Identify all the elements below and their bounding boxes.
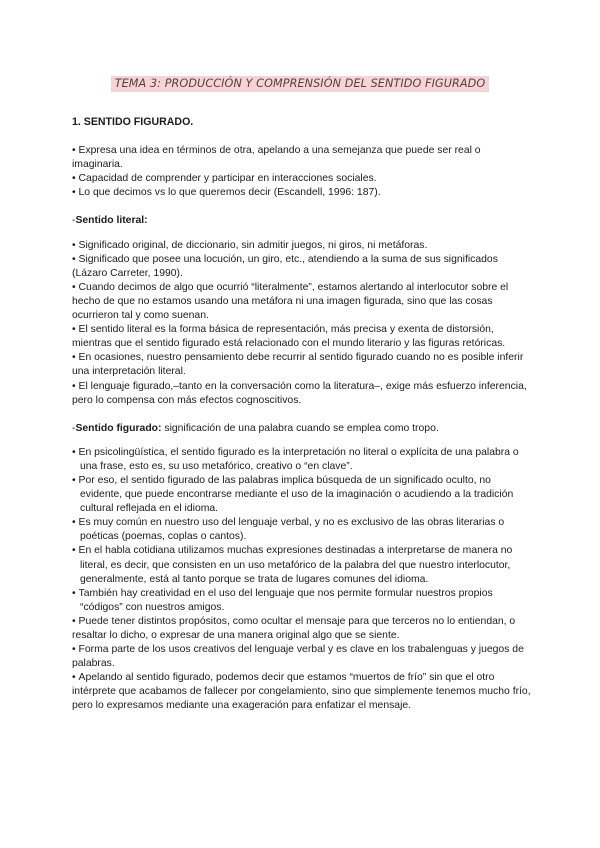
list-item: • Significado original, de diccionario, sin admitir juegos, ni giros, ni metáforas. bbox=[72, 239, 532, 253]
list-item: • En psicolingüística, el sentido figurado es la interpretación no literal o explícita de una palabra o una frase, esto es, su uso metafórico, creativo o “en clave”. bbox=[72, 446, 532, 474]
list-item: • El sentido literal es la forma básica de representación, más precisa y exenta de distorsión, mientras que el sentido figurado está relacionado con el mundo literario y las figuras retóricas. bbox=[72, 323, 532, 351]
list-item: • Cuando decimos de algo que ocurrió “literalmente”, estamos alertando al interlocutor sobre el hecho de que no estamos usando una metáfora ni una imagen figurada, sino que las cosas ocurrieron tal y como suenan. bbox=[72, 281, 532, 323]
document-body bbox=[72, 115, 532, 714]
list-item: • Forma parte de los usos creativos del lenguaje verbal y es clave en los trabalenguas y juegos de palabras. bbox=[72, 643, 532, 671]
list-item: • Puede tener distintos propósitos, como ocultar el mensaje para que terceros no lo entiendan, o resaltar lo dicho, o expresar de una manera original algo que se siente. bbox=[72, 615, 532, 643]
literal-heading: -Sentido literal: bbox=[72, 215, 148, 227]
list-item: • Significado que posee una locución, un giro, etc., atendiendo a la suma de sus significados (Lázaro Carreter, 1990). bbox=[72, 253, 532, 281]
literal-section bbox=[72, 214, 532, 407]
figurado-section bbox=[72, 422, 532, 714]
figurado-list bbox=[72, 446, 532, 615]
section1-list bbox=[72, 144, 532, 200]
literal-list bbox=[72, 239, 532, 408]
list-item: • Es muy común en nuestro uso del lenguaje verbal, y no es exclusivo de las obras literarias o poéticas (poemas, coplas o cantos). bbox=[72, 516, 532, 544]
list-item: • Expresa una idea en términos de otra, apelando a una semejanza que puede ser real o imaginaria. bbox=[72, 144, 532, 172]
list-item: • El lenguaje figurado,–tanto en la conversación como la literatura–, exige más esfuerzo inferencia, pero lo compensa con más efectos cognoscitivos. bbox=[72, 380, 532, 408]
list-item: • Apelando al sentido figurado, podemos decir que estamos “muertos de frío” sin que el otro intérprete que acabamos de fallecer por congelamiento, sino que simplemente tenemos mucho frío, pero lo expresamos mediante una exageración para enfatizar el mensaje. bbox=[72, 671, 532, 713]
title-bar bbox=[0, 74, 600, 92]
list-item: • Por eso, el sentido figurado de las palabras implica búsqueda de un significado oculto, no evidente, que puede encontrarse mediante el uso de la imaginación o acudiendo a la tradición cultural reflejada en el idioma. bbox=[72, 474, 532, 516]
list-item: • Capacidad de comprender y participar en interacciones sociales. bbox=[72, 172, 532, 186]
section-heading: 1. SENTIDO FIGURADO. bbox=[72, 116, 194, 128]
figurado-heading: -Sentido figurado: significación de una palabra cuando se emplea como tropo. bbox=[72, 422, 439, 434]
list-item: • En ocasiones, nuestro pensamiento debe recurrir al sentido figurado cuando no es posible inferir una interpretación literal. bbox=[72, 351, 532, 379]
page-title: TEMA 3: PRODUCCIÓN Y COMPRENSIÓN DEL SENTIDO FIGURADO bbox=[111, 76, 490, 92]
list-item: • En el habla cotidiana utilizamos muchas expresiones destinadas a interpretarse de manera no literal, es decir, que consisten en un uso metafórico de la palabra del que nuestro interlocutor, generalmente, está al tanto porque se trata de lugares comunes del idioma. bbox=[72, 544, 532, 586]
figurado-list-continued bbox=[72, 615, 532, 714]
list-item: • También hay creatividad en el uso del lenguaje que nos permite formular nuestros propios “códigos” con nuestros amigos. bbox=[72, 587, 532, 615]
list-item: • Lo que decimos vs lo que queremos decir (Escandell, 1996: 187). bbox=[72, 186, 532, 200]
